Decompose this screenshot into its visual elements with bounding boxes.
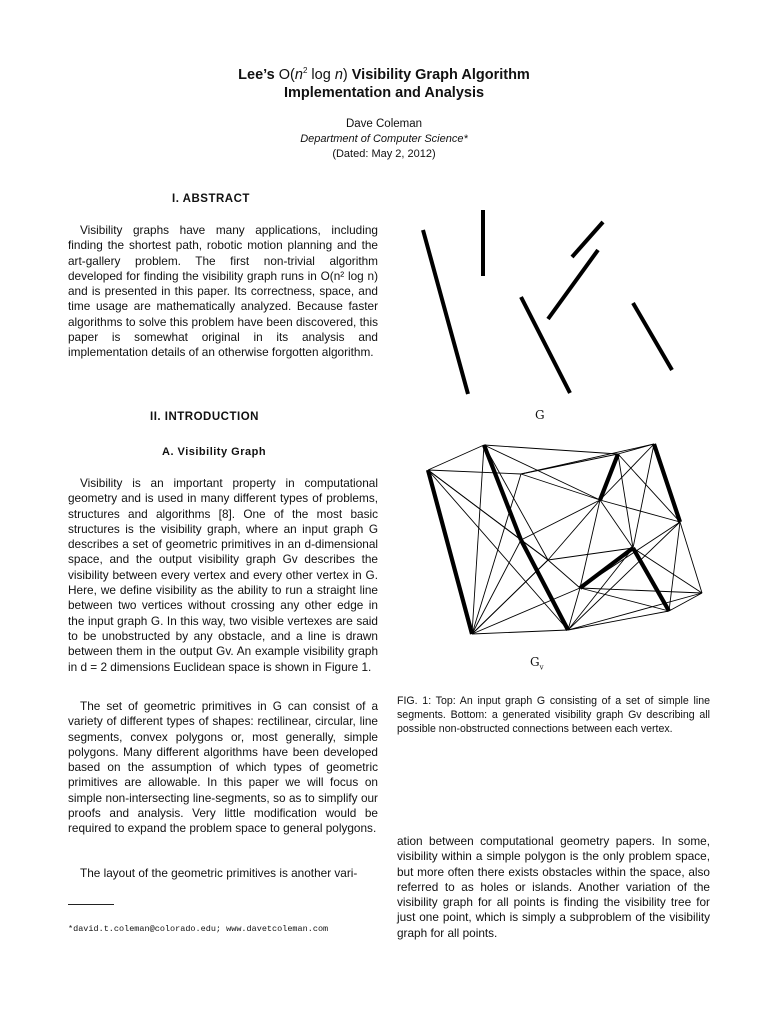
visibility-graph-figure xyxy=(420,440,710,640)
obstacle-5 xyxy=(600,454,618,500)
figure-caption: FIG. 1: Top: An input graph G consisting of a set of simple line segments. Bottom: a generated visibility graph Gv describing all possible non-obstructed connections between each vertex. xyxy=(397,695,710,735)
subsection-heading: A. Visibility Graph xyxy=(162,446,267,458)
footnote-rule xyxy=(68,904,114,905)
introduction-paragraph-3: The layout of the geometric primitives is another vari- xyxy=(80,866,358,880)
introduction-paragraph-2: The set of geometric primitives in G can consist of a variety of different types of shapes: rectilinear, circular, line segments, convex polygons or, most generally, simple polygons. Many different algorithms have been developed based on the assumption of which types of geometric primitives are allowable. In this paper we will focus on simple non-intersecting line-segments, so as to simplify our proofs and analysis. Very little modification would be required to expand the problem space to general polygons. xyxy=(68,699,378,836)
introduction-paragraph-1: Visibility is an important property in computational geometry and is used in many different types of problems, structures and algorithms [8]. One of the most basic structures is the visibility graph, where an input graph G describes a set of geometric primitives in an d-dimensional space, and the output visibility graph Gv describes the visibility between every vertex and every other vertex in G. Here, we define visibility as the ability to run a straight line between two vertices without crossing any other edge in the input graph G. In this way, two visible vertexes are said to be unobstructed by any obstacle, and a line is drawn between them in the output Gv. An example visibility graph in d = 2 dimensions Euclidean space is shown in Figure 1. xyxy=(68,476,378,674)
input-graph-figure xyxy=(400,200,710,405)
introduction-heading: II. INTRODUCTION xyxy=(150,411,259,423)
segment-1 xyxy=(423,230,468,394)
paper-title-line2: Implementation and Analysis xyxy=(283,85,485,101)
segment-4 xyxy=(548,250,598,319)
segment-6 xyxy=(633,303,672,370)
obstacle-6 xyxy=(633,548,669,611)
dated: (Dated: May 2, 2012) xyxy=(332,148,436,160)
label-g: G xyxy=(535,408,545,422)
footnote: *david.t.coleman@colorado.edu; www.davetcoleman.com xyxy=(68,924,329,934)
paper-title: Lee’s $O(n^2$ log n) Visibility Graph Algorithm xyxy=(238,66,530,83)
abstract-text: Visibility graphs have many applications, including finding the shortest path, robotic motion planning and the art-gallery problem. The first non-trivial algorithm developed for finding the visibility graph runs in O(n² log n) and is presented in this paper. Its correctness, space, and time usage are mathematically analyzed. Because faster algorithms to solve this problem have been discovered, this paper is somewhat original in its analysis and implementation details of an otherwise forgotten algorithm. xyxy=(68,223,378,360)
right-column-paragraph: ation between computational geometry papers. In some, visibility within a simple polygon is the only problem space, but more often there exists obstacles within the space, also referred to as holes or islands. Another variation of the visibility graph for all points is finding the visibility tree for just one point, which is simply a subproblem of the visibility graph for all points. xyxy=(397,834,710,940)
abstract-heading: I. ABSTRACT xyxy=(172,193,250,205)
author: Dave Coleman xyxy=(345,118,423,130)
obstacle-7 xyxy=(654,444,680,522)
label-gv: $G_v$ xyxy=(530,655,544,672)
affiliation: Department of Computer Science* xyxy=(300,133,468,145)
segment-3 xyxy=(521,297,570,393)
